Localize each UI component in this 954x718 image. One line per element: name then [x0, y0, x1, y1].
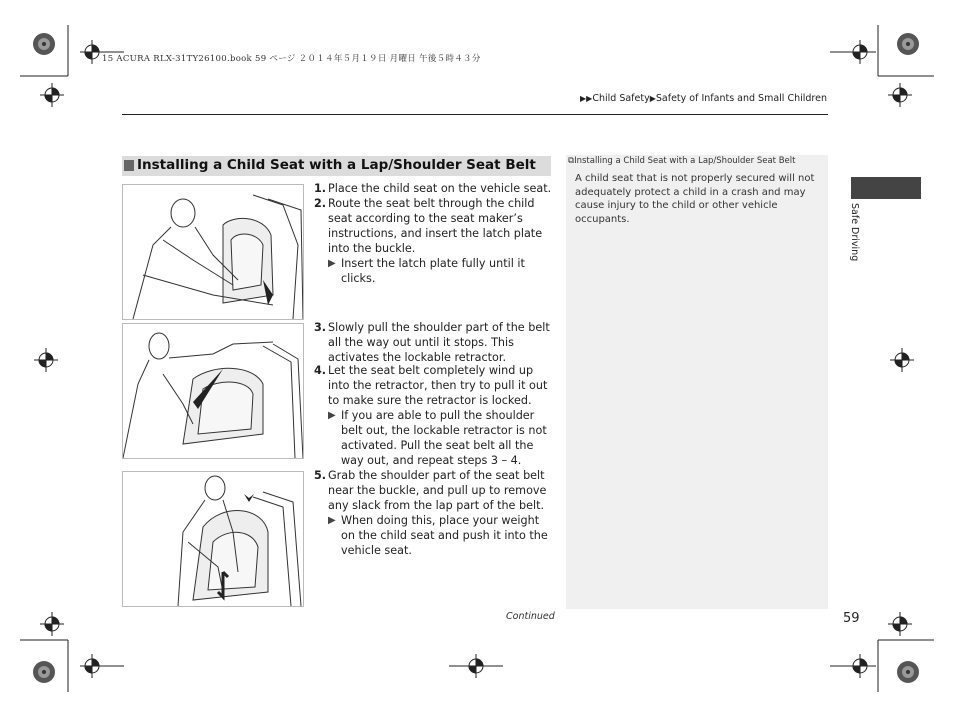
breadcrumb-item[interactable]: Safety of Infants and Small Children — [655, 93, 827, 104]
section-square-icon — [124, 160, 134, 171]
step-subnote — [328, 408, 554, 468]
side-tab-label[interactable]: Safe Driving — [849, 203, 860, 262]
step-5 — [314, 468, 554, 558]
subnote-text: If you are able to pull the shoulder belt out, the lockable retractor is not activated. Pull the seat belt all the way out, and repeat steps 3 – 4. — [341, 409, 547, 467]
step-4 — [314, 363, 554, 468]
step-3 — [314, 320, 554, 365]
illustration-remove-slack — [122, 471, 304, 607]
step-1 — [314, 181, 554, 196]
header-rule — [122, 114, 828, 115]
arrow-icon: ▶ — [649, 94, 656, 103]
step-text: Let the seat belt completely wind up into the retractor, then try to pull it out to make sure the retractor is locked. — [328, 364, 548, 407]
note-title: ⧉Installing a Child Seat with a Lap/Shoulder Seat Belt — [568, 156, 796, 166]
illustration-pull-shoulder-belt — [122, 323, 304, 459]
subnote-text: Insert the latch plate fully until it clicks. — [341, 257, 525, 285]
continued-label: Continued — [506, 611, 555, 622]
step-text: Route the seat belt through the child seat according to the seat maker’s instructions, and insert the latch plate into the buckle. — [328, 197, 543, 255]
side-tab-marker[interactable] — [851, 177, 921, 199]
breadcrumb-item[interactable]: Child Safety — [592, 93, 650, 104]
illustration-install-child-seat — [122, 184, 304, 320]
section-header — [122, 156, 551, 176]
page-number: 59 — [843, 611, 860, 626]
step-number: 5. — [314, 469, 327, 482]
print-info: 15 ACURA RLX-31TY26100.book 59 ページ ２０１４年５月１９日 月曜日 午後５時４３分 — [102, 54, 481, 64]
step-text: Place the child seat on the vehicle seat. — [328, 182, 552, 195]
note-body: A child seat that is not properly secured will not adequately protect a child in a crash and may cause injury to the child or other vehicle occupants. — [575, 173, 815, 225]
step-number: 3. — [314, 321, 327, 334]
step-number: 1. — [314, 182, 327, 195]
note-icon: ⧉ — [568, 156, 575, 166]
section-title: Installing a Child Seat with a Lap/Shoulder Seat Belt — [137, 157, 536, 173]
step-2 — [314, 196, 554, 286]
triangle-bullet-icon: ▶ — [328, 258, 336, 269]
subnote-text: When doing this, place your weight on the child seat and push it into the vehicle seat. — [341, 514, 548, 557]
step-subnote — [328, 513, 554, 558]
step-subnote — [328, 256, 554, 286]
step-number: 4. — [314, 364, 327, 377]
breadcrumb — [580, 93, 827, 104]
triangle-bullet-icon: ▶ — [328, 515, 336, 526]
step-text: Grab the shoulder part of the seat belt near the buckle, and pull up to remove any slack from the lap part of the belt. — [328, 469, 547, 512]
double-arrow-icon: ▶▶ — [580, 94, 593, 103]
note-box — [566, 155, 828, 609]
step-number: 2. — [314, 197, 327, 210]
triangle-bullet-icon: ▶ — [328, 410, 336, 421]
step-text: Slowly pull the shoulder part of the belt all the way out until it stops. This activates the lockable retractor. — [328, 321, 550, 364]
